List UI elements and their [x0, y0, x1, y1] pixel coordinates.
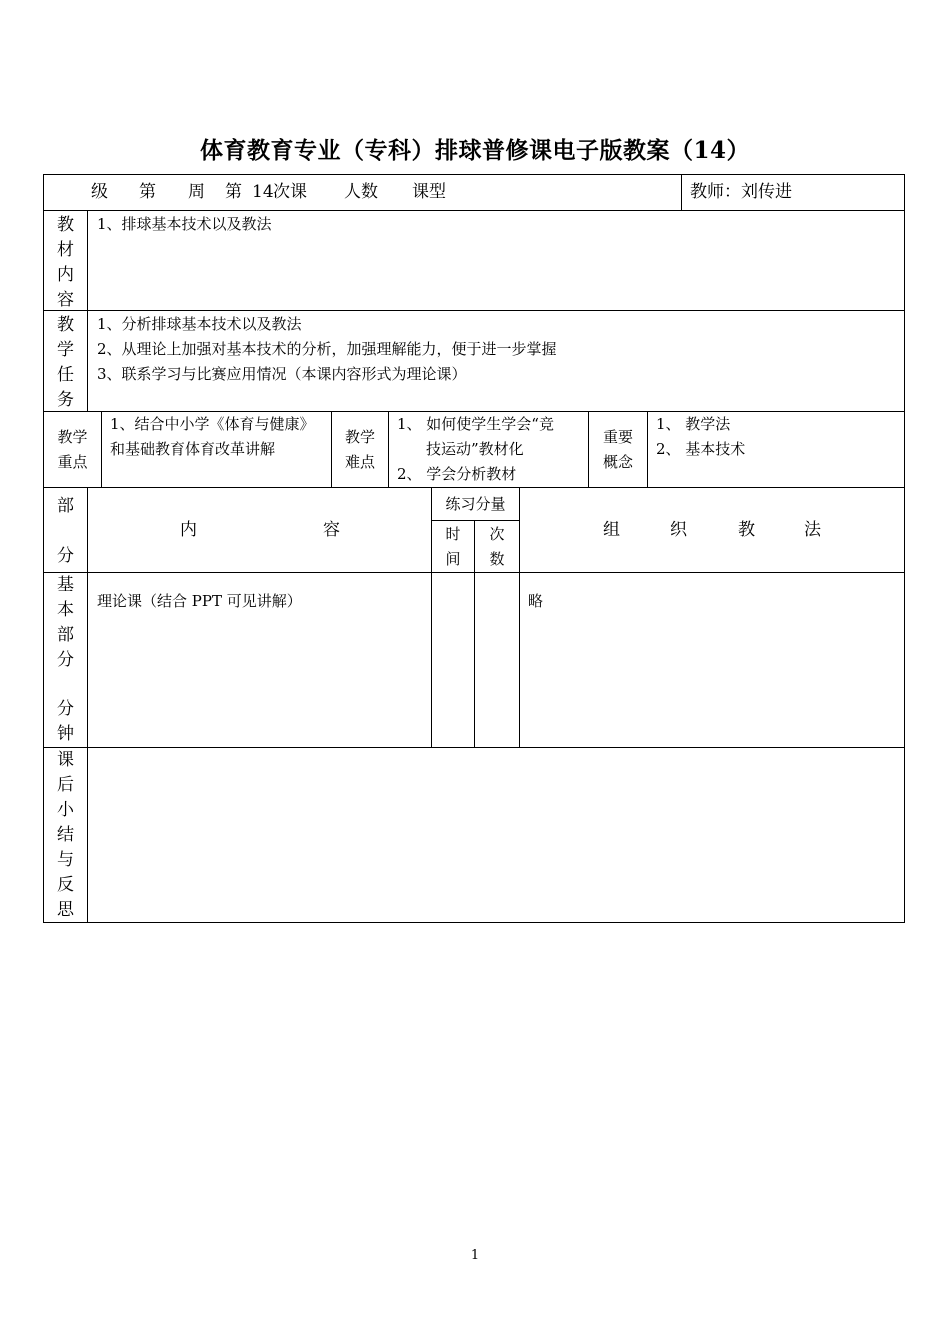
task-item: 3、联系学习与比赛应用情况（本课内容形式为理论课）	[97, 365, 467, 383]
method-header-char: 法	[804, 520, 821, 540]
concept-label	[588, 411, 648, 488]
key-points-label	[43, 411, 102, 488]
label-char: 容	[57, 290, 74, 310]
basic-part-time	[431, 572, 475, 748]
label-char: 次	[489, 524, 505, 543]
page-title: 体育教育专业（专科）排球普修课电子版教案（14）	[199, 137, 750, 164]
content-header-char: 容	[323, 520, 340, 540]
label-char: 内	[57, 265, 74, 285]
concept-line: 2、 基本技术	[656, 440, 746, 458]
content-header-char: 内	[180, 520, 197, 540]
label-char: 反	[57, 875, 74, 895]
label-text: 重点	[57, 452, 88, 471]
label-text: 教学	[57, 427, 88, 446]
label-char: 部	[57, 496, 74, 516]
label-text: 重要	[602, 427, 633, 446]
basic-part-content	[87, 572, 432, 748]
basic-content-text: 理论课（结合 PPT 可见讲解）	[97, 592, 302, 610]
difficulty-line: 1、 如何使学生学会“竞	[397, 415, 554, 433]
label-char: 小	[57, 800, 74, 820]
label-char: 后	[57, 775, 74, 795]
label-text: 概念	[602, 452, 633, 471]
difficulty-content	[388, 411, 589, 488]
label-char: 时	[445, 524, 461, 543]
label-char: 务	[57, 390, 74, 410]
class-info-word: 人数	[344, 182, 378, 202]
class-info-word: 课型	[412, 182, 446, 202]
teacher-cell	[681, 174, 905, 211]
class-info-word: 第	[139, 182, 156, 202]
difficulty-line: 技运动”教材化	[426, 440, 524, 458]
basic-method-text: 略	[528, 592, 544, 610]
label-char: 本	[57, 600, 74, 620]
label-char: 课	[57, 750, 74, 770]
label-char: 分	[57, 699, 74, 719]
label-char: 分	[57, 546, 74, 566]
difficulty-label	[331, 411, 389, 488]
teacher-name: 教师：刘传进	[690, 182, 792, 202]
class-info-cell	[43, 174, 682, 211]
label-char: 间	[445, 549, 461, 568]
label-char: 基	[57, 575, 74, 595]
count-header	[474, 520, 520, 573]
label-char: 钟	[57, 724, 74, 744]
method-header-char: 组	[603, 520, 620, 540]
materials-content	[87, 210, 905, 311]
task-item: 2、从理论上加强对基本技术的分析，加强理解能力，便于进一步掌握	[97, 340, 557, 358]
practice-label: 练习分量	[445, 495, 506, 513]
content-header	[87, 487, 432, 573]
label-text: 难点	[344, 452, 375, 471]
part-label	[43, 487, 88, 573]
summary-label	[43, 747, 88, 923]
difficulty-line: 2、 学会分析教材	[397, 465, 517, 483]
label-char: 学	[57, 340, 74, 360]
label-char: 结	[57, 825, 74, 845]
label-char: 与	[57, 850, 74, 870]
class-info-word: 次课	[273, 182, 307, 202]
key-point-line: 和基础教育体育改革讲解	[110, 440, 276, 458]
label-char: 任	[57, 365, 74, 385]
class-info-word: 第	[225, 182, 242, 202]
method-header-char: 教	[738, 520, 755, 540]
label-char: 部	[57, 625, 74, 645]
label-char: 思	[57, 900, 74, 920]
basic-part-method	[519, 572, 905, 748]
method-header	[519, 487, 905, 573]
time-header	[431, 520, 475, 573]
materials-label	[43, 210, 88, 311]
task-item: 1、分析排球基本技术以及教法	[97, 315, 302, 333]
label-char: 数	[489, 549, 505, 568]
concept-line: 1、 教学法	[656, 415, 731, 433]
key-points-content	[101, 411, 332, 488]
class-info-word: 级	[91, 182, 108, 202]
basic-part-count	[474, 572, 520, 748]
materials-item: 1、排球基本技术以及教法	[97, 215, 272, 233]
class-info-words	[44, 175, 681, 210]
practice-header	[431, 487, 520, 521]
concept-content	[647, 411, 905, 488]
label-char: 教	[57, 315, 74, 335]
label-char: 分	[57, 650, 74, 670]
label-char: 材	[57, 240, 74, 260]
tasks-content	[87, 310, 905, 412]
method-header-char: 织	[670, 520, 687, 540]
summary-content	[87, 747, 905, 923]
tasks-label	[43, 310, 88, 412]
class-info-word: 14	[252, 182, 274, 202]
basic-part-label	[43, 572, 88, 748]
class-info-word: 周	[188, 182, 205, 202]
page-number: 1	[470, 1248, 480, 1263]
label-text: 教学	[344, 427, 375, 446]
label-char: 教	[57, 215, 74, 235]
key-point-line: 1、结合中小学《体育与健康》	[110, 415, 315, 433]
